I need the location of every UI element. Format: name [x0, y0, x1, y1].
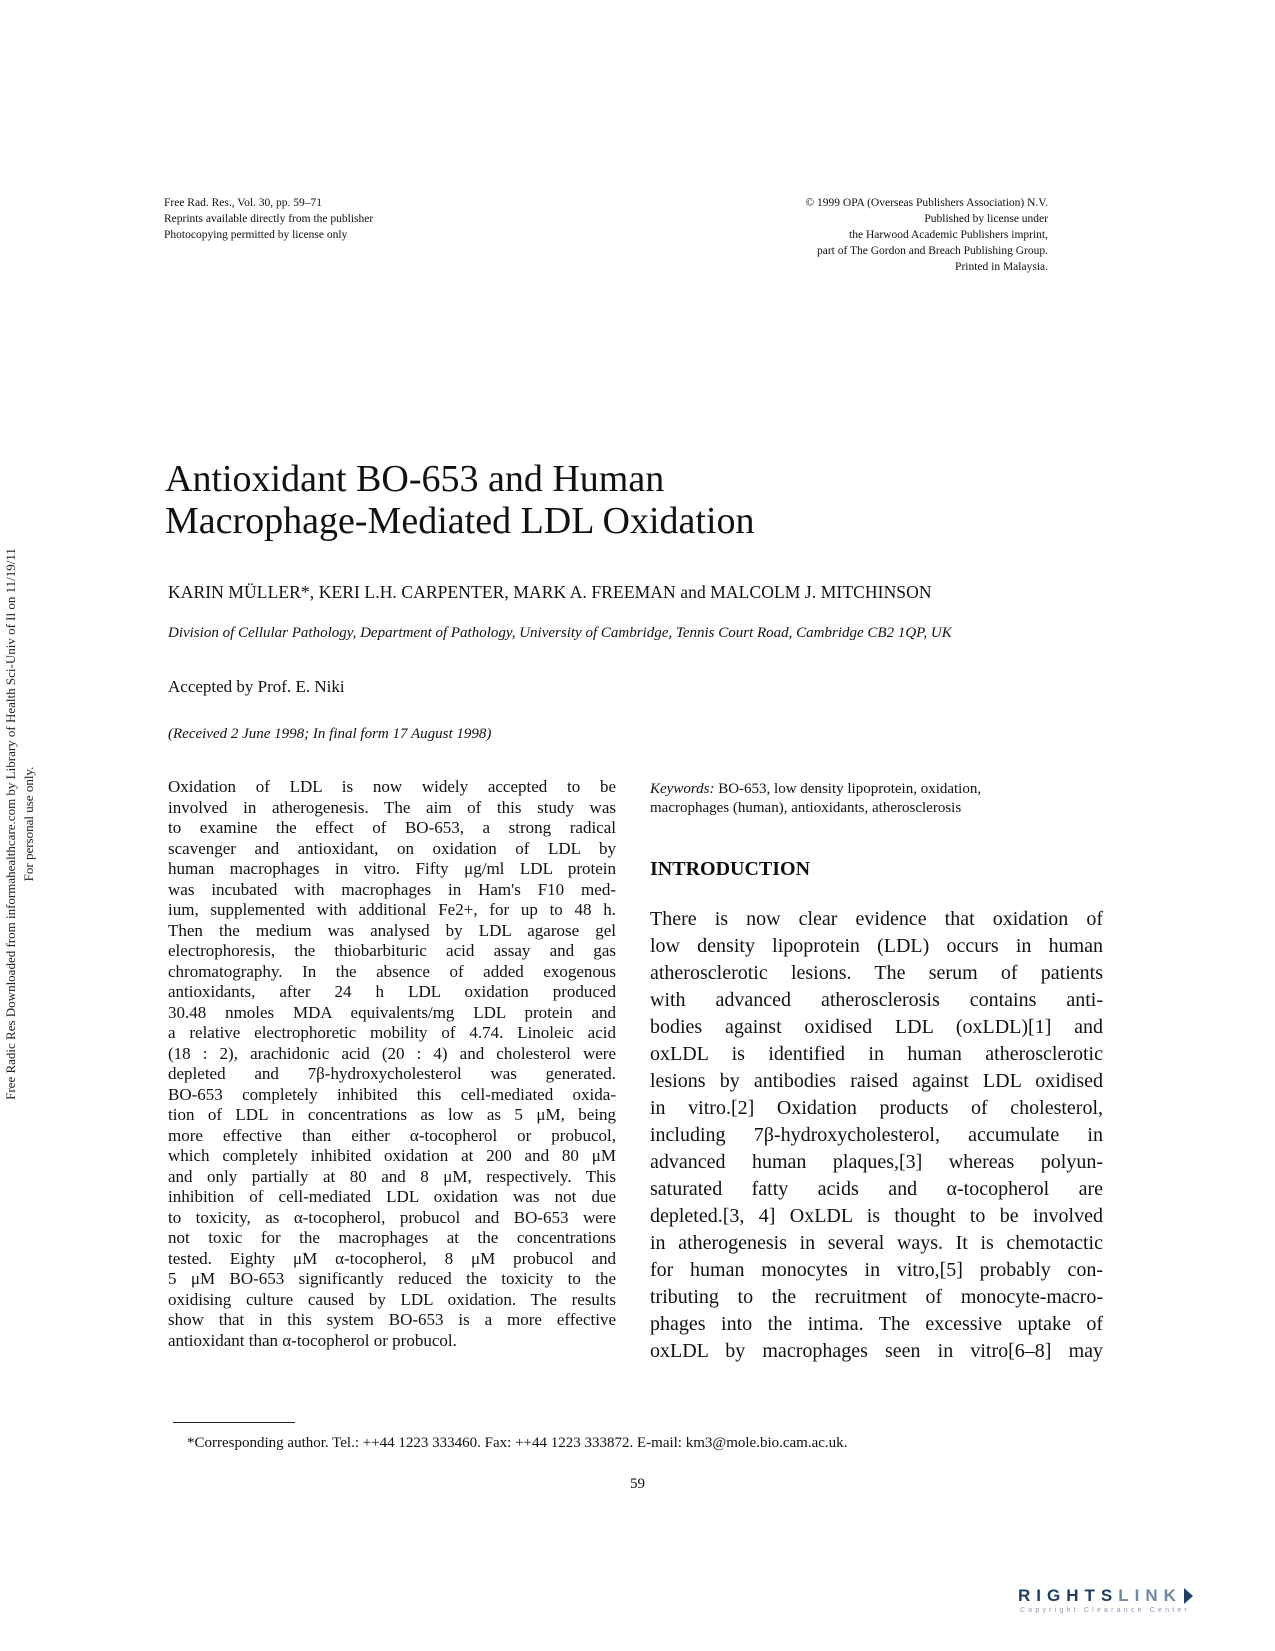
- intro-line: including 7β-hydroxycholesterol, accumulate in: [650, 1124, 1103, 1146]
- intro-line: in atherogenesis in several ways. It is chemotactic: [650, 1232, 1103, 1254]
- abstract-line: scavenger and antioxidant, on oxidation of LDL by: [168, 838, 616, 858]
- introduction-body: [650, 906, 1103, 1365]
- rightslink-tagline: Copyright Clearance Center: [1020, 1607, 1190, 1614]
- intro-line: low density lipoprotein (LDL) occurs in human: [650, 935, 1103, 957]
- rightslink-word-link: LINK: [1118, 1586, 1182, 1605]
- abstract-line: Oxidation of LDL is now widely accepted to be: [168, 777, 616, 796]
- abstract-line: (18 : 2), arachidonic acid (20 : 4) and cholesterol were: [168, 1043, 616, 1063]
- intro-line: with advanced atherosclerosis contains anti-: [650, 989, 1103, 1011]
- citation-line: Free Rad. Res., Vol. 30, pp. 59–71: [164, 197, 323, 209]
- paper-title: [165, 458, 1045, 542]
- rightslink-logo[interactable]: [1018, 1586, 1258, 1626]
- personal-use-notice: For personal use only.: [21, 766, 36, 882]
- keywords: [650, 780, 1075, 818]
- intro-line: There is now clear evidence that oxidation of: [650, 908, 1103, 930]
- download-notice: Free Radic Res Downloaded from informahealthcare.com by Library of Health Sci-Univ of Il on 11/19/11: [3, 548, 18, 1100]
- intro-line: tributing to the recruitment of monocyte-macro-: [650, 1286, 1103, 1308]
- copyright-block: [628, 195, 1048, 275]
- photocopying-line: Photocopying permitted by license only: [164, 229, 348, 241]
- intro-line: atherosclerotic lesions. The serum of patients: [650, 962, 1103, 984]
- abstract-line: was incubated with macrophages in Ham's F10 med-: [168, 879, 616, 899]
- intro-line: bodies against oxidised LDL (oxLDL)[1] and: [650, 1016, 1103, 1038]
- intro-line: saturated fatty acids and α-tocopherol are: [650, 1178, 1103, 1200]
- corresponding-author-footnote: *Corresponding author. Tel.: ++44 1223 333460. Fax: ++44 1223 333872. E-mail: km3@mole.bio.cam.ac.uk.: [187, 1435, 848, 1451]
- abstract-line: to examine the effect of BO-653, a strong radical: [168, 818, 616, 837]
- intro-line: in vitro.[2] Oxidation products of cholesterol,: [650, 1097, 1103, 1119]
- abstract-line: electrophoresis, the thiobarbituric acid assay and gas: [168, 941, 616, 960]
- intro-line: advanced human plaques,[3] whereas polyun-: [650, 1151, 1103, 1173]
- keywords-line-1: BO-653, low density lipoprotein, oxidation,: [718, 781, 982, 797]
- abstract-line: a relative electrophoretic mobility of 4.74. Linoleic acid: [168, 1023, 616, 1042]
- abstract-line: 30.48 nmoles MDA equivalents/mg LDL protein and: [168, 1002, 616, 1022]
- introduction-heading: INTRODUCTION: [650, 858, 811, 880]
- abstract-line: to toxicity, as α-tocopherol, probucol and BO-653 were: [168, 1207, 616, 1227]
- intro-line: depleted.[3, 4] OxLDL is thought to be involved: [650, 1205, 1103, 1227]
- copyright-line: © 1999 OPA (Overseas Publishers Association) N.V.: [805, 197, 1048, 209]
- abstract-line: 5 μM BO-653 significantly reduced the toxicity to the: [168, 1269, 616, 1288]
- abstract-line: human macrophages in vitro. Fifty μg/ml LDL protein: [168, 859, 616, 878]
- rightslink-word-rights: RIGHTS: [1018, 1586, 1119, 1605]
- page-number: 59: [630, 1476, 645, 1492]
- accepted-by: Accepted by Prof. E. Niki: [168, 677, 345, 696]
- abstract-line: show that in this system BO-653 is a more effective: [168, 1310, 616, 1329]
- abstract-line: and only partially at 80 and 8 μM, respectively. This: [168, 1166, 616, 1186]
- abstract-line: Then the medium was analysed by LDL agarose gel: [168, 920, 616, 940]
- title-line-1: Antioxidant BO-653 and Human: [165, 458, 665, 500]
- footnote-rule: [173, 1422, 295, 1423]
- abstract-line: tested. Eighty μM α-tocopherol, 8 μM probucol and: [168, 1248, 616, 1268]
- reprints-line: Reprints available directly from the publisher: [164, 213, 374, 225]
- abstract-line: antioxidant than α-tocopherol or probucol.: [168, 1330, 457, 1350]
- keywords-line-2: macrophages (human), antioxidants, atherosclerosis: [650, 800, 962, 816]
- license-line: Published by license under: [924, 213, 1048, 225]
- affiliation: Division of Cellular Pathology, Department of Pathology, University of Cambridge, Tennis Court Road, Cambridge CB2 1QP, UK: [168, 625, 952, 641]
- abstract-line: tion of LDL in concentrations as low as 5 μM, being: [168, 1105, 616, 1124]
- keywords-label: Keywords:: [650, 781, 715, 797]
- abstract-line: inhibition of cell-mediated LDL oxidation was not due: [168, 1187, 616, 1206]
- abstract-line: ium, supplemented with additional Fe2+, for up to 48 h.: [168, 900, 616, 919]
- author-list: KARIN MÜLLER*, KERI L.H. CARPENTER, MARK A. FREEMAN and MALCOLM J. MITCHINSON: [168, 582, 932, 602]
- intro-line: oxLDL is identified in human atherosclerotic: [650, 1043, 1103, 1065]
- abstract-line: antioxidants, after 24 h LDL oxidation produced: [168, 982, 616, 1001]
- abstract-line: more effective than either α-tocopherol or probucol,: [168, 1125, 616, 1145]
- publishing-group-line: part of The Gordon and Breach Publishing Group.: [816, 245, 1048, 257]
- intro-line: phages into the intima. The excessive uptake of: [650, 1313, 1103, 1335]
- abstract-line: depleted and 7β-hydroxycholesterol was generated.: [168, 1064, 616, 1083]
- abstract-line: oxidising culture caused by LDL oxidation. The results: [168, 1289, 616, 1309]
- intro-line: oxLDL by macrophages seen in vitro[6–8] may: [650, 1340, 1103, 1362]
- abstract-line: involved in atherogenesis. The aim of this study was: [168, 797, 616, 817]
- title-line-2: Macrophage-Mediated LDL Oxidation: [165, 500, 755, 542]
- rightslink-arrow-icon: [1184, 1588, 1193, 1604]
- abstract-line: BO-653 completely inhibited this cell-mediated oxida-: [168, 1084, 616, 1104]
- printed-in-line: Printed in Malaysia.: [955, 261, 1048, 273]
- abstract-line: which completely inhibited oxidation at 200 and 80 μM: [168, 1146, 616, 1165]
- journal-citation-block: [164, 195, 584, 243]
- intro-line: lesions by antibodies raised against LDL oxidised: [650, 1070, 1103, 1092]
- abstract: [168, 777, 616, 1351]
- abstract-line: chromatography. In the absence of added exogenous: [168, 961, 616, 981]
- intro-line: for human monocytes in vitro,[5] probably con-: [650, 1259, 1103, 1281]
- received-dates: (Received 2 June 1998; In final form 17 August 1998): [168, 726, 492, 742]
- abstract-line: not toxic for the macrophages at the concentrations: [168, 1228, 616, 1247]
- imprint-line: the Harwood Academic Publishers imprint,: [849, 229, 1048, 241]
